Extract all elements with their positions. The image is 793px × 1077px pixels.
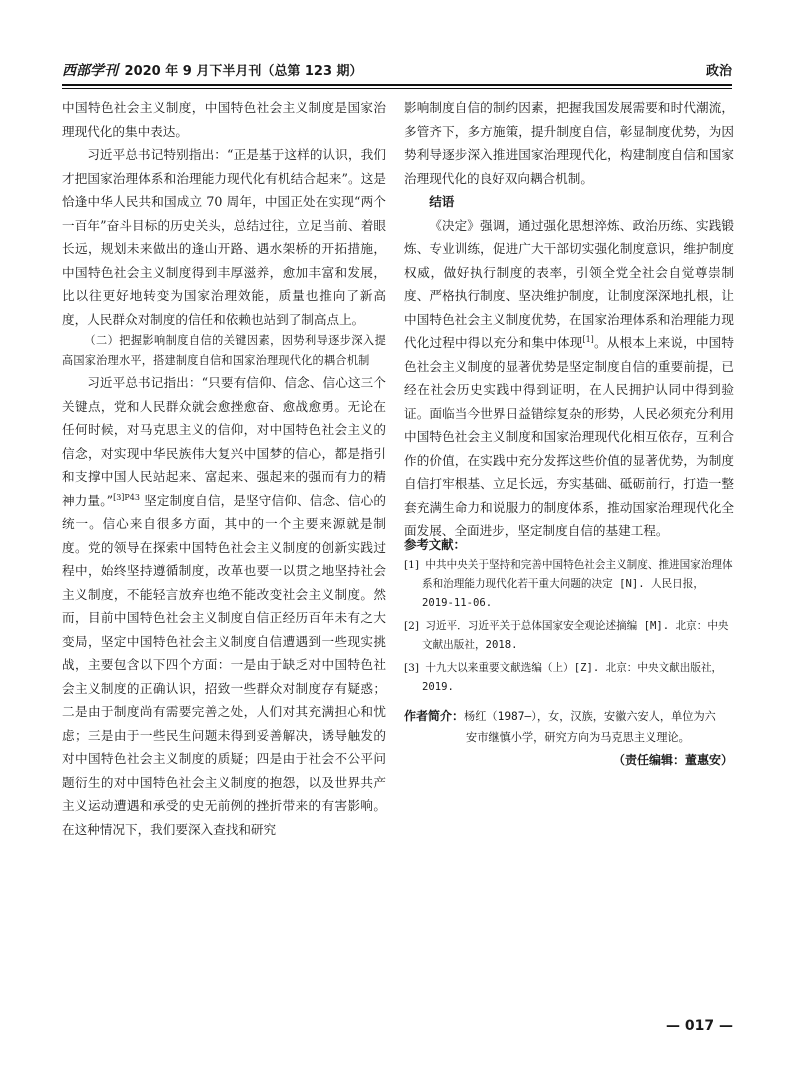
left-paragraph-2: 习近平总书记特别指出：“正是基于这样的认识，我们才把国家治理体系和治理能力现代化有机结合起来”。这是恰逢中华人民共和国成立 70 周年，中国正处在实现“两个一百年”奋斗目标的历史关头，总结过往，立足当前、着眼长远，规划未来做出的逢山开路、遇水架桥的开拓措施，中国特色社会主义制度得到丰厚滋养，愈加丰富和发展，比以往更好地转变为国家治理效能，质量也推向了新高度，人民群众对制度的信任和依赖也站到了制高点上。 <box>62 147 386 327</box>
reference-text: 十九大以来重要文献选编（上）[Z]. 北京：中央文献出版社，2019. <box>422 662 723 693</box>
right-paragraph-2 <box>404 214 734 543</box>
references-list <box>404 556 734 701</box>
author-label: 作者简介： <box>404 709 465 723</box>
reference-text: 中共中央关于坚持和完善中国特色社会主义制度、推进国家治理体系和治理能力现代化若干重大问题的决定 [N]. 人民日报，2019-11-06. <box>422 559 733 609</box>
reference-text: 习近平．习近平关于总体国家安全观论述摘编 [M]. 北京：中央文献出版社，2018. <box>422 620 729 651</box>
citation-mark: [3]P43 <box>113 492 140 502</box>
reference-item <box>404 556 734 613</box>
references-title: 参考文献： <box>404 537 466 552</box>
left-paragraph-3 <box>62 371 386 841</box>
page-header <box>62 58 732 82</box>
page-number: — 017 — <box>666 1018 733 1034</box>
author-bio <box>404 706 734 748</box>
right-column <box>404 96 734 543</box>
conclusion-heading: 结语 <box>429 194 455 209</box>
paragraph-text: 。从根本上来说，中国特色社会主义制度的显著优势是坚定制度自信的重要前提，已经在社会历史实践中得到证明，在人民拥护认同中得到验证。面临当今世界日益错综复杂的形势，人民必须充分利用中国特色社会主义制度和国家治理现代化相互依存，互利合作的价值，在实践中充分发挥这些价值的显著优势，为制度自信打牢根基、立足长远，夯实基础、砥砺前行，打造一整套充满生命力和说服力的制度体系，推动国家治理现代化全面发展、全面进步，坚定制度自信的基建工程。 <box>404 335 735 538</box>
header-rule-thin <box>62 88 732 89</box>
responsible-editor: （责任编辑：董惠安） <box>612 753 733 767</box>
right-paragraph-1: 影响制度自信的制约因素，把握我国发展需要和时代潮流，多管齐下，多方施策，提升制度自信，彰显制度优势，为因势利导逐步深入推进国家治理现代化，构建制度自信和国家治理现代化的良好双向耦合机制。 <box>404 100 734 186</box>
header-rule <box>62 84 732 86</box>
left-paragraph-1: 中国特色社会主义制度，中国特色社会主义制度是国家治理现代化的集中表达。 <box>62 100 386 139</box>
paragraph-text: 坚定制度自信，是坚守信仰、信念、信心的统一。信心来自很多方面，其中的一个主要来源就是制度。党的领导在探索中国特色社会主义制度的创新实践过程中，始终坚持遵循制度，改革也要一以贯之地坚持社会主义制度，不能轻言放弃也绝不能改变社会主义制度。然而，目前中国特色社会主义制度自信正经历百年未有之大变局，坚定中国特色社会主义制度自信遭遇到一些现实挑战，主要包含以下四个方面：一是由于缺乏对中国特色社会主义制度的正确认识，招致一些群众对制度存有疑惑；二是由于制度尚有需要完善之处，人们对其充满担心和忧虑；三是由于一些民生问题未得到妥善解决，诱导触发的对中国特色社会主义制度的质疑；四是由于社会不公平问题衍生的对中国特色社会主义制度的抱怨，以及世界共产主义运动遭遇和承受的史无前例的挫折带来的有害影响。在这种情况下，我们要深入查找和研究 <box>62 492 386 837</box>
paragraph-text: 《决定》强调，通过强化思想淬炼、政治历练、实践锻炼、专业训练，促进广大干部切实强化制度意识，维护制度权威，做好执行制度的表率，引领全党全社会自觉尊崇制度、严格执行制度、坚决维护制度，让制度深深地扎根，让中国特色社会主义制度优势，在国家治理体系和治理能力现代化过程中得以充分和集中体现 <box>404 217 734 350</box>
author-line-1: 杨红（1987—），女，汉族，安徽六安人，单位为六 <box>464 710 716 723</box>
reference-number: [3] <box>404 662 420 674</box>
reference-number: [1] <box>404 559 420 571</box>
reference-item <box>404 617 734 655</box>
issue-text: 2020 年 9 月下半月刊（总第 123 期） <box>124 64 363 79</box>
author-line-2: 安市继慎小学，研究方向为马克思主义理论。 <box>466 731 690 744</box>
journal-issue <box>62 60 363 80</box>
section-label: 政治 <box>705 64 732 79</box>
reference-number: [2] <box>404 620 420 632</box>
section-subheading: （二）把握影响制度自信的关键因素，因势利导逐步深入提高国家治理水平，搭建制度自信和国家治理现代化的耦合机制 <box>62 334 386 367</box>
journal-logo: 西部学刊 <box>62 63 118 79</box>
paragraph-text: 习近平总书记指出：“只要有信仰、信念、信心这三个关键点，党和人民群众就会愈挫愈奋、愈战愈勇。无论在任何时候，对马克思主义的信仰，对中国特色社会主义的信念，对实现中华民族伟大复兴中国梦的信心，都是指引和支撑中国人民站起来、富起来、强起来的强而有力的精神力量。” <box>62 375 386 508</box>
reference-item <box>404 659 734 697</box>
left-column <box>62 96 386 841</box>
citation-mark: [1] <box>582 334 594 344</box>
